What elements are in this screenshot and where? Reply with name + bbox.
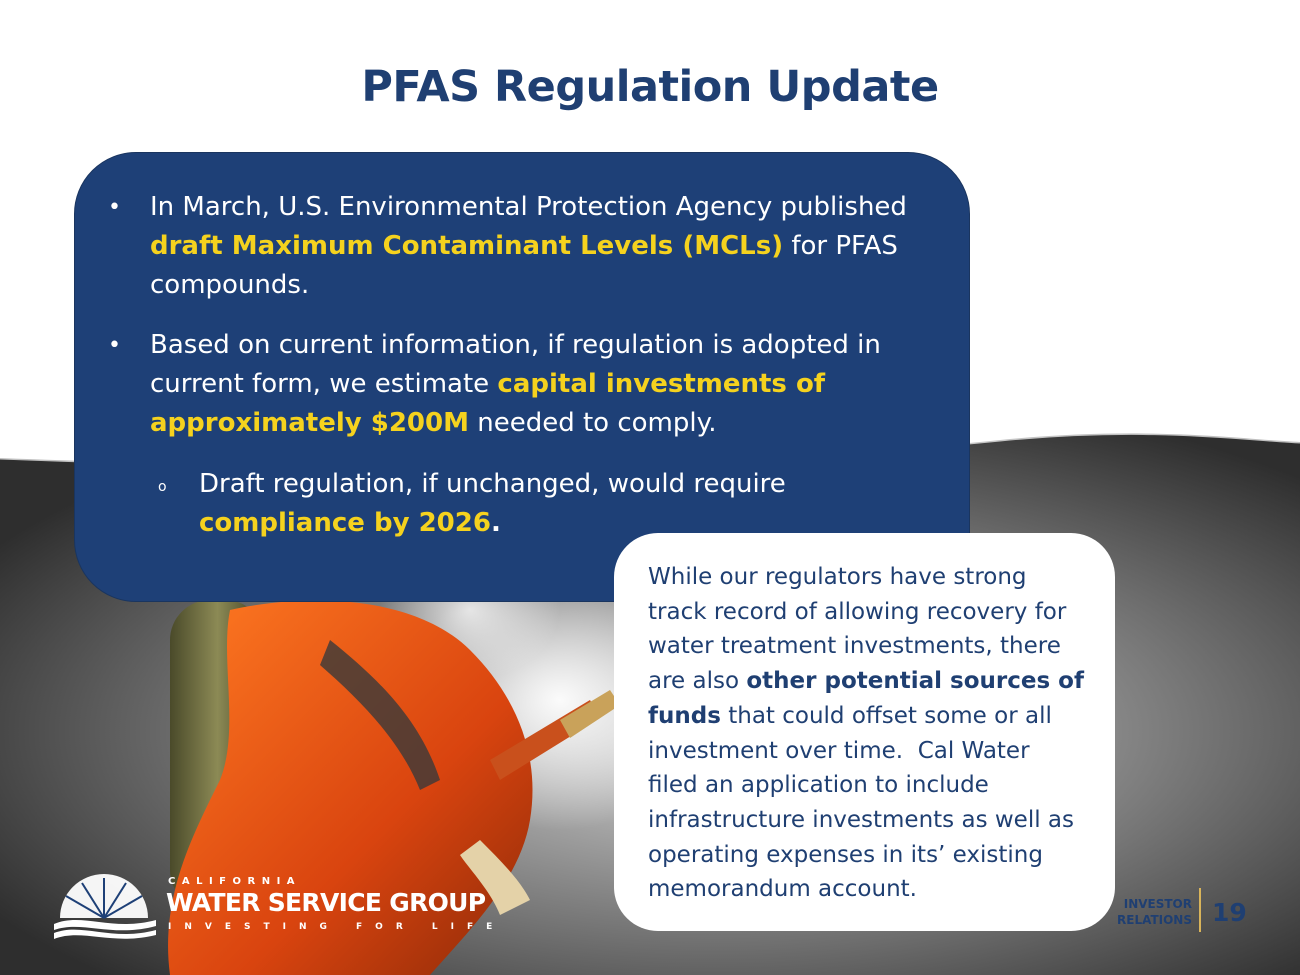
bullet-capital-line2: current form, we estimate capital investments of xyxy=(150,369,826,399)
callout-line: operating expenses in its’ existing xyxy=(648,841,1043,868)
sub-bullet-line2: compliance by 2026. xyxy=(199,508,501,538)
sub-bullet-icon: o xyxy=(158,479,167,495)
footer-line: RELATIONS xyxy=(1117,913,1192,927)
bullet-icon: • xyxy=(108,195,121,220)
callout-box xyxy=(614,533,1115,931)
logo-main-text: WATER SERVICE GROUP xyxy=(166,888,486,917)
slide-title: PFAS Regulation Update xyxy=(361,62,939,112)
footer-line: INVESTOR xyxy=(1123,897,1192,911)
callout-line: are also other potential sources of xyxy=(648,668,1084,695)
logo-tagline: INVESTING FOR LIFE xyxy=(168,922,506,932)
bullet-icon: • xyxy=(108,333,121,358)
bullet-epa-line1: In March, U.S. Environmental Protection Agency published xyxy=(150,192,907,222)
bullet-epa-line3: compounds. xyxy=(150,270,310,300)
page-number: 19 xyxy=(1212,898,1247,927)
callout-line: investment over time. Cal Water xyxy=(648,737,1030,764)
investor-relations-label xyxy=(1108,896,1192,928)
callout-line: infrastructure investments as well as xyxy=(648,806,1074,833)
sub-bullet-line1: Draft regulation, if unchanged, would require xyxy=(199,469,786,499)
bullet-capital-line1: Based on current information, if regulation is adopted in xyxy=(150,330,881,360)
logo-top-text: CALIFORNIA xyxy=(168,876,302,887)
footer-divider xyxy=(1199,888,1201,932)
bullet-epa-line2: draft Maximum Contaminant Levels (MCLs) for PFAS xyxy=(150,231,898,261)
bullet-capital-line3: approximately $200M needed to comply. xyxy=(150,408,717,438)
callout-line: funds that could offset some or all xyxy=(648,702,1052,729)
callout-line: water treatment investments, there xyxy=(648,633,1061,660)
callout-line: filed an application to include xyxy=(648,772,989,799)
callout-line: memorandum account. xyxy=(648,876,917,903)
callout-line: While our regulators have strong xyxy=(648,564,1027,590)
callout-line: track record of allowing recovery for xyxy=(648,598,1067,625)
